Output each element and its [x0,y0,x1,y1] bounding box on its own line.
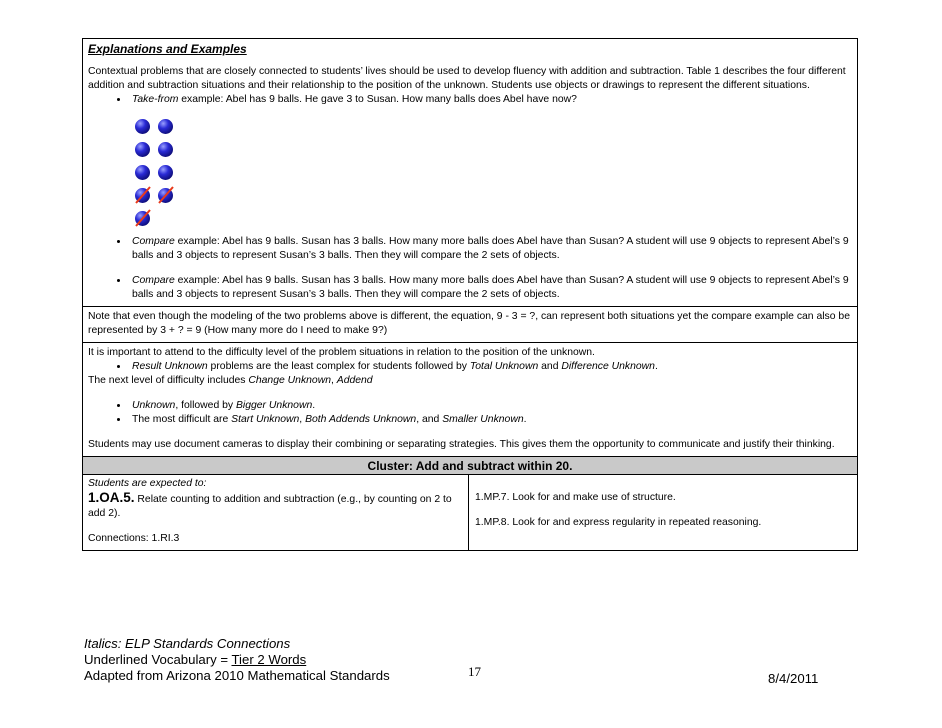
ball-icon [135,165,150,180]
ball-icon [135,119,150,134]
footer-source-line: Adapted from Arizona 2010 Mathematical Standards [84,668,390,683]
expected-label: Students are expected to: [88,478,207,489]
take-from-term: Take-from [132,94,179,105]
footer-legend [84,636,390,684]
unknown-item: • Unknown, followed by Bigger Unknown. [129,399,852,413]
cross-out-icon [133,208,153,228]
note-paragraph: Note that even though the modeling of the two problems above is different, the equation, 9 - 3 = ?, can represent both situations yet the compare example can also be represented by 3 + ? = 9 (How many more do I need to make 9?) [88,311,850,336]
footer-vocab-line: Underlined Vocabulary = Tier 2 Words [84,652,307,667]
standard-code: 1.OA.5. [88,490,135,505]
practice-item: 1.MP.8. Look for and express regularity in repeated reasoning. [475,517,762,528]
ball-icon [158,119,173,134]
compare-list [88,274,852,302]
take-from-item: • Take-from example: Abel has 9 balls. He gave 3 to Susan. How many balls does Abel have now? [129,93,852,107]
compare-item: • Compare example: Abel has 9 balls. Susan has 3 balls. How many more balls does Abel have than Susan? A student will use 9 objects to represent Abel’s 9 balls and 3 objects to represent Susan’s 3 balls. Then they will compare the 2 sets of objects. [129,235,852,263]
unknown-list [88,399,852,427]
balls-illustration [88,111,852,231]
next-level-paragraph: The next level of difficulty includes Change Unknown, Addend [88,375,373,386]
most-difficult-item: • The most difficult are Start Unknown, Both Addends Unknown, and Smaller Unknown. [129,413,852,427]
difficulty-paragraph: It is important to attend to the difficulty level of the problem situations in relation to the position of the unknown. [88,347,595,358]
standard-row [83,475,857,550]
standard-text: 1.OA.5. Relate counting to addition and subtraction (e.g., by counting on 2 to add 2). [88,490,452,519]
cluster-title: Cluster: Add and subtract within 20. [83,457,857,475]
cameras-paragraph: Students may use document cameras to display their combining or separating strategies. This gives them the opportunity to communicate and justify their thinking. [88,439,835,450]
explanations-heading: Explanations and Examples [88,42,247,56]
compare-list [88,235,852,263]
compare-item: • Compare example: Abel has 9 balls. Susan has 3 balls. How many more balls does Abel have than Susan? A student will use 9 objects to represent Abel’s 9 balls and 3 objects to represent Susan’s 3 balls. Then they will compare the 2 sets of objects. [129,274,852,302]
note-section [83,307,857,343]
practice-item: 1.MP.7. Look for and make use of structure. [475,492,676,503]
connections-text: Connections: 1.RI.3 [88,533,180,544]
footer-date: 8/4/2011 [768,671,819,686]
practices-cell [469,475,857,550]
intro-paragraph: Contextual problems that are closely connected to students’ lives should be used to develop fluency with addition and subtraction. Table 1 describes the four different addition and subtraction situations and their relationship to the position of the unknown. Students use objects or drawings to represent the different situations. [88,66,846,91]
ball-icon [158,142,173,157]
difficulty-section [83,343,857,457]
ball-icon [135,142,150,157]
standard-cell [83,475,469,550]
explanations-section [83,39,857,307]
cross-out-icon [156,185,176,205]
standards-table [82,38,858,551]
result-unknown-list [88,360,852,374]
footer-italics-line: Italics: ELP Standards Connections [84,636,291,651]
page-number: 17 [468,664,481,679]
ball-icon [158,165,173,180]
take-from-list [88,93,852,107]
cross-out-icon [133,185,153,205]
result-unknown-item: • Result Unknown problems are the least complex for students followed by Total Unknown and Difference Unknown. [129,360,852,374]
